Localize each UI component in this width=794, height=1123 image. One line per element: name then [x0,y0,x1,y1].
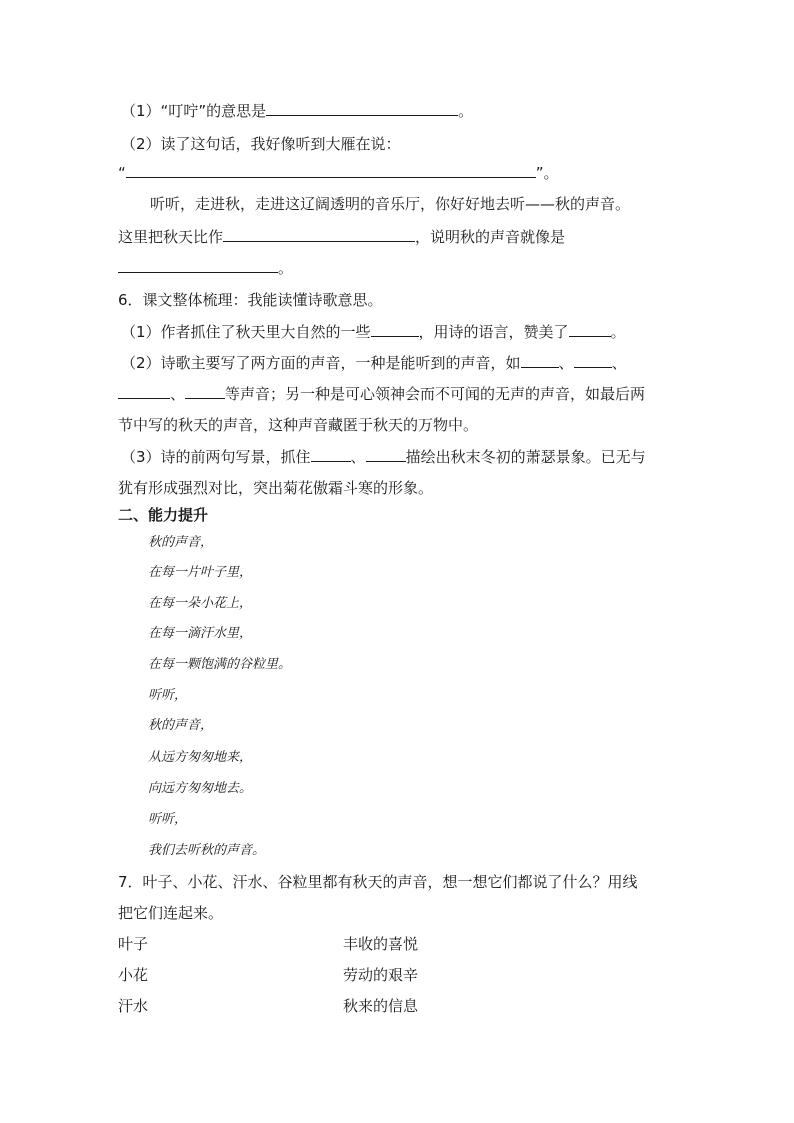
q6-sub3-line2: 犹有形成强烈对比，突出菊花傲霜斗寒的形象。 [118,479,434,497]
q6-sub3-a: （3）诗的前两句写景，抓住 [121,448,311,466]
q6-sub2-a: （2）诗歌主要写了两方面的声音，一种是能听到的声音，如 [121,354,521,372]
close-quote: ”。 [535,164,559,182]
q6-sub2-line1 [121,353,627,373]
poem-line: 我们去听秋的声音。 [148,843,266,858]
passage-suffix: ，说明秋的声音就像是 [415,228,566,246]
q6-sub1-b: ，用诗的语言，赞美了 [418,323,569,341]
poem-line: 在每一滴汗水里， [148,626,253,641]
passage-line-2 [118,227,565,247]
passage-prefix: 这里把秋天比作 [118,228,224,246]
q6-sub3-line1 [121,447,646,467]
match-right-item[interactable]: 劳动的艰辛 [343,966,419,984]
match-right-item[interactable]: 丰收的喜悦 [343,935,419,953]
poem-line: 秋的声音， [148,535,214,550]
passage-line-1: 听听，走进秋，走进这辽阔透明的音乐厅，你好好地去听——秋的声音。 [150,195,631,213]
separator: 、 [558,354,574,372]
answer-blank[interactable] [126,163,536,178]
separator: 、 [170,385,186,403]
q6-title: 6．课文整体梳理：我能读懂诗歌意思。 [118,291,383,309]
poem-line: 向远方匆匆地去。 [148,781,253,796]
answer-blank[interactable] [521,353,559,368]
answer-blank[interactable] [366,447,406,462]
poem-line: 听听， [148,812,188,827]
q6-sub1-a: （1）作者抓住了秋天里大自然的一些 [121,323,371,341]
answer-blank[interactable] [266,101,458,116]
answer-blank[interactable] [569,322,611,337]
answer-blank[interactable] [223,227,415,242]
match-left-item[interactable]: 汗水 [118,997,149,1015]
match-left-item[interactable]: 叶子 [118,935,149,953]
passage-line-3 [118,258,293,278]
poem-line: 秋的声音， [148,718,214,733]
poem-line: 在每一颗饱满的谷粒里。 [148,657,292,672]
q6-sub1 [121,322,626,342]
poem-line: 听听， [148,688,188,703]
q6-sub2-line2 [118,384,645,404]
separator: 、 [611,354,627,372]
match-right-item[interactable]: 秋来的信息 [343,997,419,1015]
period: 。 [278,259,294,277]
q5-sub1-line [121,101,473,121]
q5-sub1-suffix: 。 [458,102,474,120]
section-heading: 二、能力提升 [118,506,209,524]
answer-blank[interactable] [185,384,225,399]
q5-sub2-quote-line [118,163,559,183]
poem-line: 在每一片叶子里， [148,565,253,580]
answer-blank[interactable] [311,447,351,462]
q6-sub3-b: 描绘出秋末冬初的萧瑟景象。已无与 [405,448,646,466]
poem-line: 从远方匆匆地来， [148,750,253,765]
separator: 、 [350,448,366,466]
answer-blank[interactable] [118,258,278,273]
answer-blank[interactable] [118,384,170,399]
q6-sub2-b: 等声音；另一种是可心领神会而不可闻的无声的声音，如最后两 [225,385,646,403]
q7-line-2: 把它们连起来。 [118,904,224,922]
answer-blank[interactable] [574,353,612,368]
q5-sub2-prompt: （2）读了这句话，我好像听到大雁在说： [121,135,401,153]
q7-line-1: 7．叶子、小花、汗水、谷粒里都有秋天的声音，想一想它们都说了什么？用线 [118,873,638,891]
q6-sub2-line3: 节中写的秋天的声音，这种声音藏匿于秋天的万物中。 [118,416,479,434]
match-left-item[interactable]: 小花 [118,966,149,984]
answer-blank[interactable] [371,322,419,337]
q6-sub1-c: 。 [610,323,626,341]
poem-line: 在每一朵小花上， [148,596,253,611]
open-quote: “ [118,164,126,182]
q5-sub1-prefix: （1）“叮咛”的意思是 [121,102,267,120]
